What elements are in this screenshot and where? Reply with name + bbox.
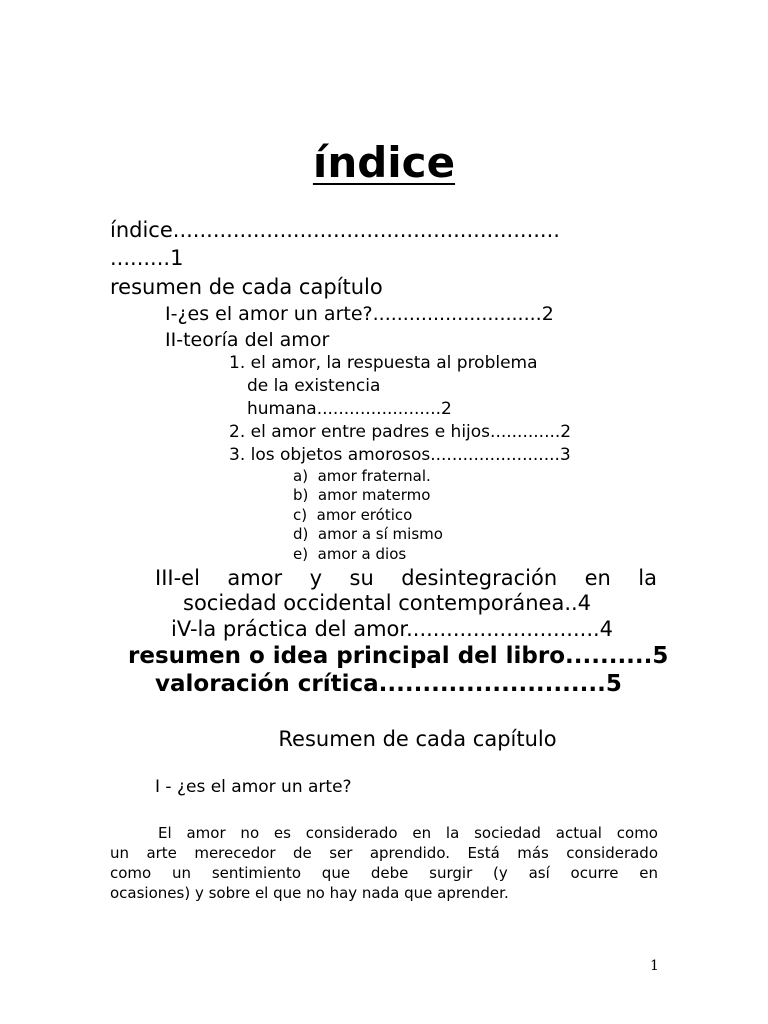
toc-entry-cap3-line2: sociedad occidental contemporánea..4	[183, 591, 592, 615]
page-number: 1	[650, 958, 659, 974]
toc-subitem-d	[293, 525, 443, 543]
toc-entry-cap2-1-line2: de la existencia	[247, 376, 381, 396]
subitem-label: amor matermo	[317, 486, 431, 504]
toc-subitem-e	[293, 545, 406, 563]
paragraph-line: un arte merecedor de ser aprendido. Está más considerado	[110, 844, 658, 862]
toc-entry-indice-page: .........1	[110, 246, 184, 270]
toc-entry-cap2-2: 2. el amor entre padres e hijos.............2	[229, 422, 572, 442]
subitem-marker: b)	[293, 486, 309, 504]
page-title: índice	[312, 138, 456, 187]
toc-entry-valoracion: valoración crítica..........................5	[155, 671, 622, 697]
subitem-marker: d)	[293, 525, 309, 543]
paragraph-line: ocasiones) y sobre el que no hay nada que aprender.	[110, 884, 509, 902]
toc-entry-cap2-1-line1: 1. el amor, la respuesta al problema	[229, 353, 538, 373]
toc-entry-resumen-idea: resumen o idea principal del libro..........5	[128, 643, 669, 669]
paragraph-line: El amor no es considerado en la sociedad actual como	[158, 824, 658, 842]
subitem-marker: a)	[293, 467, 309, 485]
subitem-label: amor a sí mismo	[317, 525, 443, 543]
toc-entry-cap2-3: 3. los objetos amorosos........................3	[229, 445, 571, 465]
subitem-marker: e)	[293, 545, 309, 563]
toc-entry-indice: índice..........................................................	[110, 218, 560, 242]
toc-subitem-a	[293, 467, 431, 485]
subitem-label: amor a dios	[317, 545, 407, 563]
paragraph-line: como un sentimiento que debe surgir (y así ocurre en	[110, 864, 658, 882]
toc-entry-cap4: iV-la práctica del amor.............................4	[171, 617, 614, 641]
subitem-marker: c)	[293, 506, 308, 524]
toc-entry-cap3-line1: III-el amor y su desintegración en la	[155, 566, 657, 590]
toc-subitem-b	[293, 486, 430, 504]
toc-entry-cap1: I-¿es el amor un arte?............................2	[165, 303, 554, 325]
section-subtitle: I - ¿es el amor un arte?	[155, 777, 352, 797]
toc-entry-cap2: II-teoría del amor	[165, 329, 330, 351]
subitem-label: amor fraternal.	[317, 467, 431, 485]
section-title: Resumen de cada capítulo	[278, 727, 557, 751]
toc-heading-resumen: resumen de cada capítulo	[110, 275, 383, 299]
toc-subitem-c	[293, 506, 412, 524]
body-paragraph	[110, 823, 658, 903]
toc-entry-cap2-1-line3: humana.......................2	[247, 399, 452, 419]
subitem-label: amor erótico	[316, 506, 413, 524]
